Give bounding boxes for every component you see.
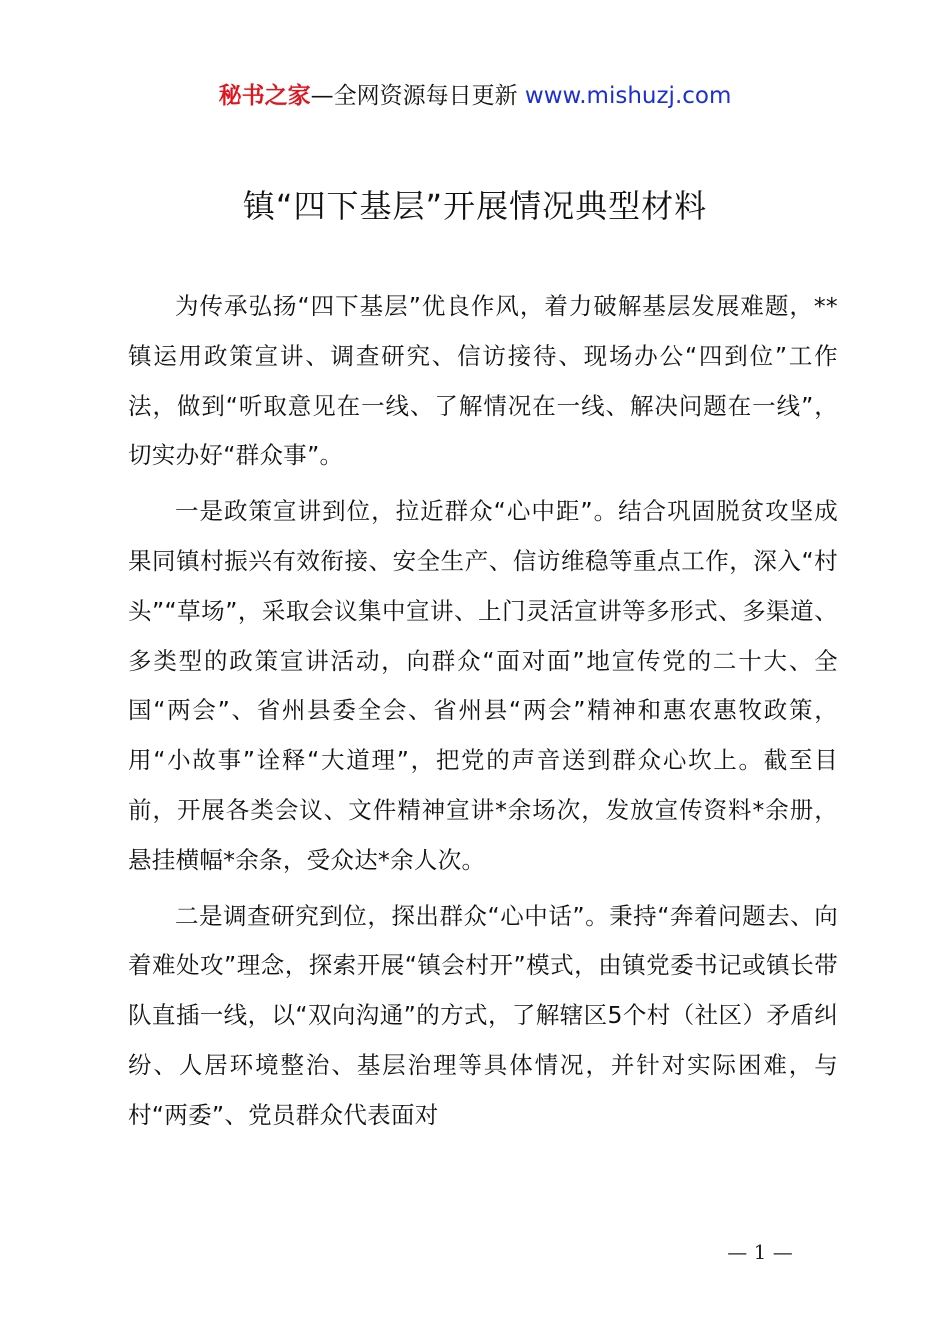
site-url-link[interactable]: www.mishuzj.com — [524, 83, 732, 109]
paragraph-intro: 为传承弘扬“四下基层”优良作风，着力破解基层发展难题，**镇运用政策宣讲、调查研究、信访接待、现场办公“四到位”工作法，做到“听取意见在一线、了解情况在一线、解决问题在一线”，切实办好“群众事”。 — [128, 292, 838, 470]
document-title: 镇“四下基层”开展情况典型材料 — [242, 187, 708, 225]
paragraph-field-research: 二是调查研究到位，探出群众“心中话”。秉持“奔着问题去、向着难处攻”理念，探索开展“镇会村开”模式，由镇党委书记或镇长带队直插一线，以“双向沟通”的方式，了解辖区5个村（社区）矛盾纠纷、人居环境整治、基层治理等具体情况，并针对实际困难，与村“两委”、党员群众代表面对 — [128, 901, 838, 1129]
site-brand: 秘书之家 — [218, 83, 311, 109]
site-tagline: —全网资源每日更新 — [310, 83, 518, 109]
site-header — [0, 80, 950, 112]
document-body — [128, 282, 838, 1147]
paragraph-policy-outreach: 一是政策宣讲到位，拉近群众“心中距”。结合巩固脱贫攻坚成果同镇村振兴有效衔接、安全生产、信访维稳等重点工作，深入“村头”“草场”，采取会议集中宣讲、上门灵活宣讲等多形式、多渠道、多类型的政策宣讲活动，向群众“面对面”地宣传党的二十大、全国“两会”、省州县委全会、省州县“两会”精神和惠农惠牧政策，用“小故事”诠释“大道理”，把党的声音送到群众心坎上。截至目前，开展各类会议、文件精神宣讲*余场次，发放宣传资料*余册，悬挂横幅*余条，受众达*余人次。 — [128, 497, 838, 874]
page-number: — 1 — — [727, 1240, 793, 1264]
